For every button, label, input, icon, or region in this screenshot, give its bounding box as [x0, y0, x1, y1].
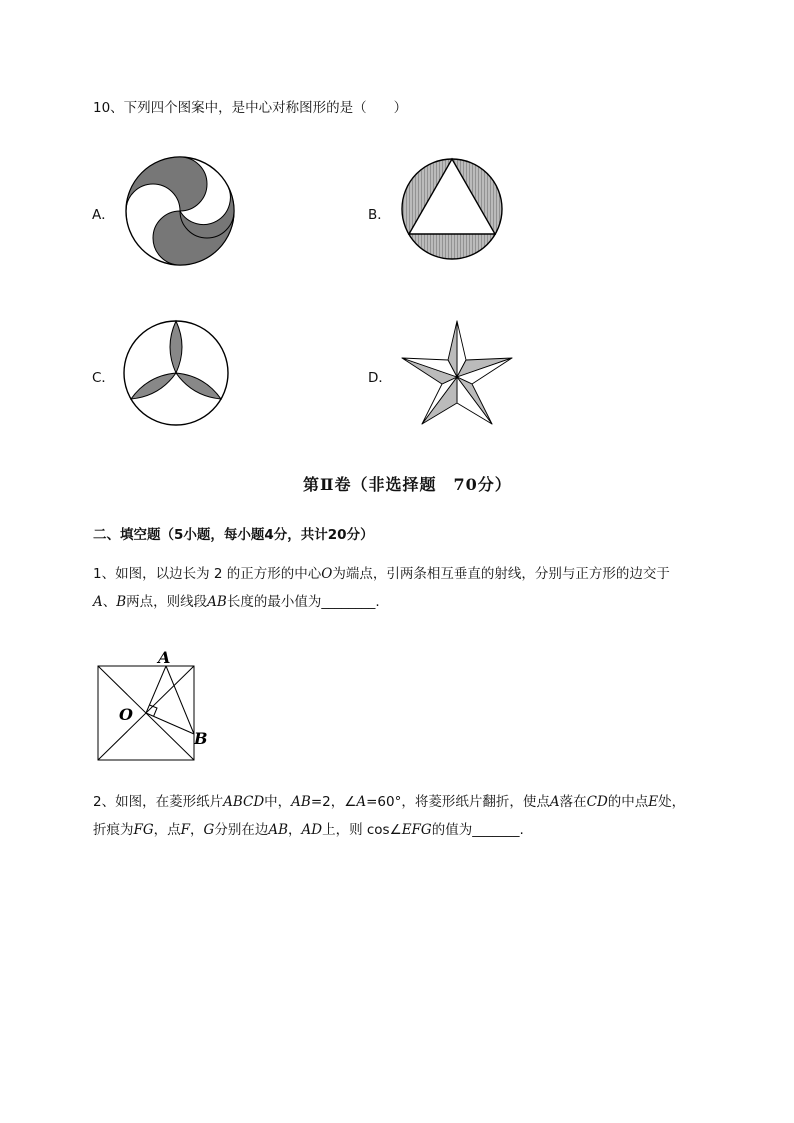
fill2-v-ad: AD	[301, 822, 323, 838]
fill1-text	[93, 560, 733, 616]
fill1-var-a: A	[93, 594, 103, 610]
fill2-v-abcd: ABCD	[223, 794, 265, 810]
fill2-v-f: F	[180, 822, 191, 838]
fig-label-o: O	[119, 705, 133, 724]
part-title: 二、填空题（5小题，每小题4分，共计20分）	[93, 527, 374, 543]
fill2-v-e: E	[648, 794, 659, 810]
fill1-var-o: O	[321, 566, 333, 582]
option-d-figure	[400, 318, 514, 428]
fill2-p9: ，点	[153, 822, 181, 838]
fill2-v-efg: EFG	[401, 822, 432, 838]
fill2-p2: 中，	[264, 794, 292, 810]
fill2-p11: 分别在边	[214, 822, 269, 838]
fill2-v-ab: AB	[291, 794, 311, 810]
fill1-line2-a: 两点，则线段	[126, 594, 208, 610]
fill2-p14: 的值为_______.	[431, 822, 524, 838]
fill2-v-g: G	[203, 822, 215, 838]
option-d-label: D．	[368, 370, 392, 386]
fill2-p10: ，	[190, 822, 204, 838]
fill1-line2-b: 长度的最小值为________.	[226, 594, 380, 610]
section-title: 第Ⅱ卷（非选择题 70分）	[303, 475, 512, 494]
option-b-figure	[400, 156, 504, 262]
fill2-p3: =2，∠	[310, 794, 357, 810]
option-c-figure	[122, 319, 230, 427]
fill2-v-cd: CD	[586, 794, 608, 810]
fill1-sep: 、	[102, 594, 117, 610]
q10-stem: 10、下列四个图案中，是中心对称图形的是（ ）	[93, 100, 408, 116]
fill1-var-ab: AB	[207, 594, 227, 610]
fill1-var-b: B	[116, 594, 127, 610]
option-b-label: B．	[368, 207, 391, 223]
fill2-v-a1: A	[356, 794, 367, 810]
fill2-p13: 上，则 cos∠	[322, 822, 402, 838]
fig-label-a: A	[158, 648, 171, 667]
fill1-line1-b: 为端点，引两条相互垂直的射线，分别与正方形的边交于	[332, 566, 670, 582]
option-c-label: C．	[92, 370, 115, 386]
fig-label-b: B	[194, 729, 208, 748]
fill2-text	[93, 788, 738, 844]
fill2-p1: 2、如图，在菱形纸片	[93, 794, 224, 810]
option-a-figure	[124, 155, 236, 267]
fill2-v-ab2: AB	[268, 822, 288, 838]
fill2-p4: =60°，将菱形纸片翻折，使点	[366, 794, 550, 810]
option-a-label: A．	[92, 207, 115, 223]
fill1-line1-a: 1、如图，以边长为 2 的正方形的中心	[93, 566, 322, 582]
fill2-p8: 折痕为	[93, 822, 134, 838]
fill2-v-a2: A	[549, 794, 560, 810]
fill2-p7: 处，	[658, 794, 686, 810]
fill2-p6: 的中点	[607, 794, 649, 810]
fill1-figure	[94, 646, 214, 764]
fill2-p5: 落在	[559, 794, 587, 810]
fill2-p12: ，	[288, 822, 302, 838]
fill2-v-fg: FG	[133, 822, 154, 838]
